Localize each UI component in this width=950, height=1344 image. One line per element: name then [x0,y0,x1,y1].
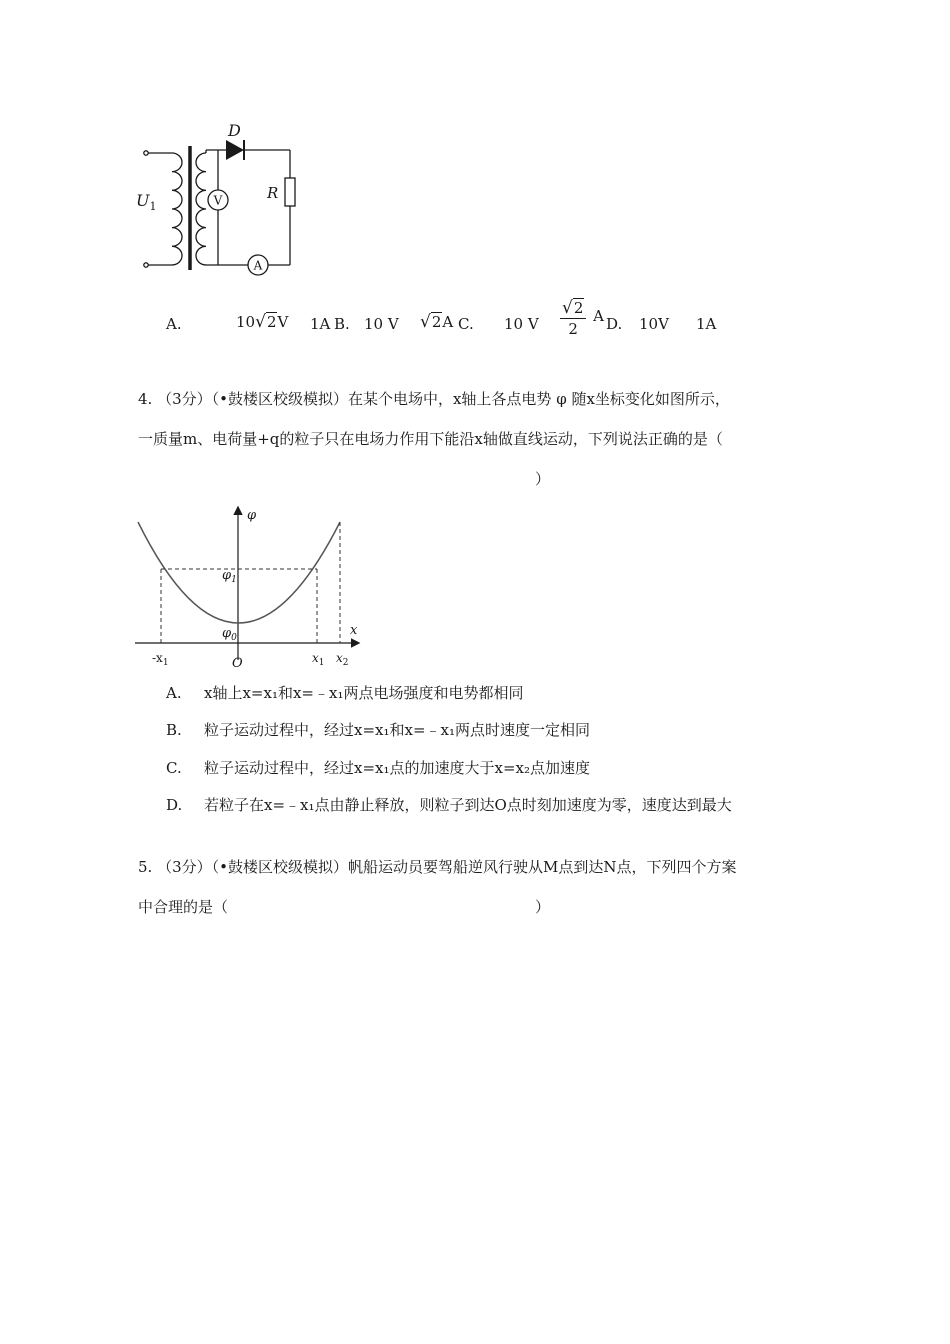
q3-option-c-letter: C. [458,315,474,333]
option-text: x轴上x=x₁和x=﹣x₁两点电场强度和电势都相同 [204,684,524,702]
q4-answer-close-paren: ） [535,470,551,488]
potential-graph [130,500,370,675]
q4-option-a [166,683,523,703]
fraction: $\frac{√2}{2}$ [560,298,586,339]
sqrt-symbol: √2 [420,312,442,332]
phi-axis-label: φ [247,508,257,523]
label-d: D [228,121,241,140]
option-letter: B. [166,721,182,739]
phi1-label: $\varphi_1$ [222,568,237,585]
terminal-top [144,151,148,155]
q3-option-b-current: √2A [420,312,454,332]
q3-option-a-letter: A. [166,315,182,333]
primary-coil [172,153,182,265]
q3-option-b-letter: B. [334,315,350,333]
potential-curve [138,522,340,623]
diode-triangle [226,140,244,160]
label-a: A [253,258,263,273]
q5-question-line1: 5. （3分）（•鼓楼区校级模拟）帆船运动员要驾船逆风行驶从M点到达N点，下列四个方案 [138,858,737,876]
q3-option-c-voltage: 10 V [504,315,539,333]
q3-option-d-letter: D. [606,315,623,333]
q3-option-a-current: 1A [310,315,331,333]
q4-option-d [166,795,732,815]
option-text: 粒子运动过程中，经过x=x₁点的加速度大于x=x₂点加速度 [204,759,591,777]
resistor [285,178,295,206]
q3-option-b-voltage: 10 V [364,315,399,333]
label-r: R [267,184,279,202]
x-axis-label: x [350,623,358,638]
x1-label: $x_1$ [312,651,325,668]
transformer-circuit-diagram [130,118,310,278]
neg-x1-label: $-x_1$ [152,651,169,668]
q4-option-b [166,720,590,740]
q3-option-c-current: $\frac{√2}{2}$ A [562,298,605,338]
q3-option-d-voltage: 10V [639,315,669,333]
terminal-bottom [144,263,148,267]
option-letter: C. [166,759,182,777]
phi0-label: $\varphi_0$ [222,626,237,643]
q3-option-a-value: 10√2V [236,312,289,332]
q4-option-c [166,758,590,778]
q5-answer-close-paren: ） [535,898,551,916]
q3-option-d-current: 1A [696,315,717,333]
label-u1: $U_1$ [136,191,157,213]
option-letter: A. [166,684,182,702]
sqrt-symbol: √2 [255,312,277,332]
option-text: 粒子运动过程中，经过x=x₁和x=﹣x₁两点时速度一定相同 [204,721,591,739]
q5-question-line2: 中合理的是（ [138,898,229,916]
option-letter: D. [166,796,183,814]
option-text: 若粒子在x=﹣x₁点由静止释放，则粒子到达O点时刻加速度为零，速度达到最大 [204,796,732,814]
origin-label: O [232,656,243,671]
x2-label: $x_2$ [336,651,349,668]
secondary-coil [196,153,206,265]
label-v: V [213,193,223,208]
q4-question-line2: 一质量m、电荷量+q的粒子只在电场力作用下能沿x轴做直线运动，下列说法正确的是（ [138,430,723,448]
q4-question-line1: 4. （3分）（•鼓楼区校级模拟）在某个电场中，x轴上各点电势 φ 随x坐标变化如图所示， [138,390,730,408]
